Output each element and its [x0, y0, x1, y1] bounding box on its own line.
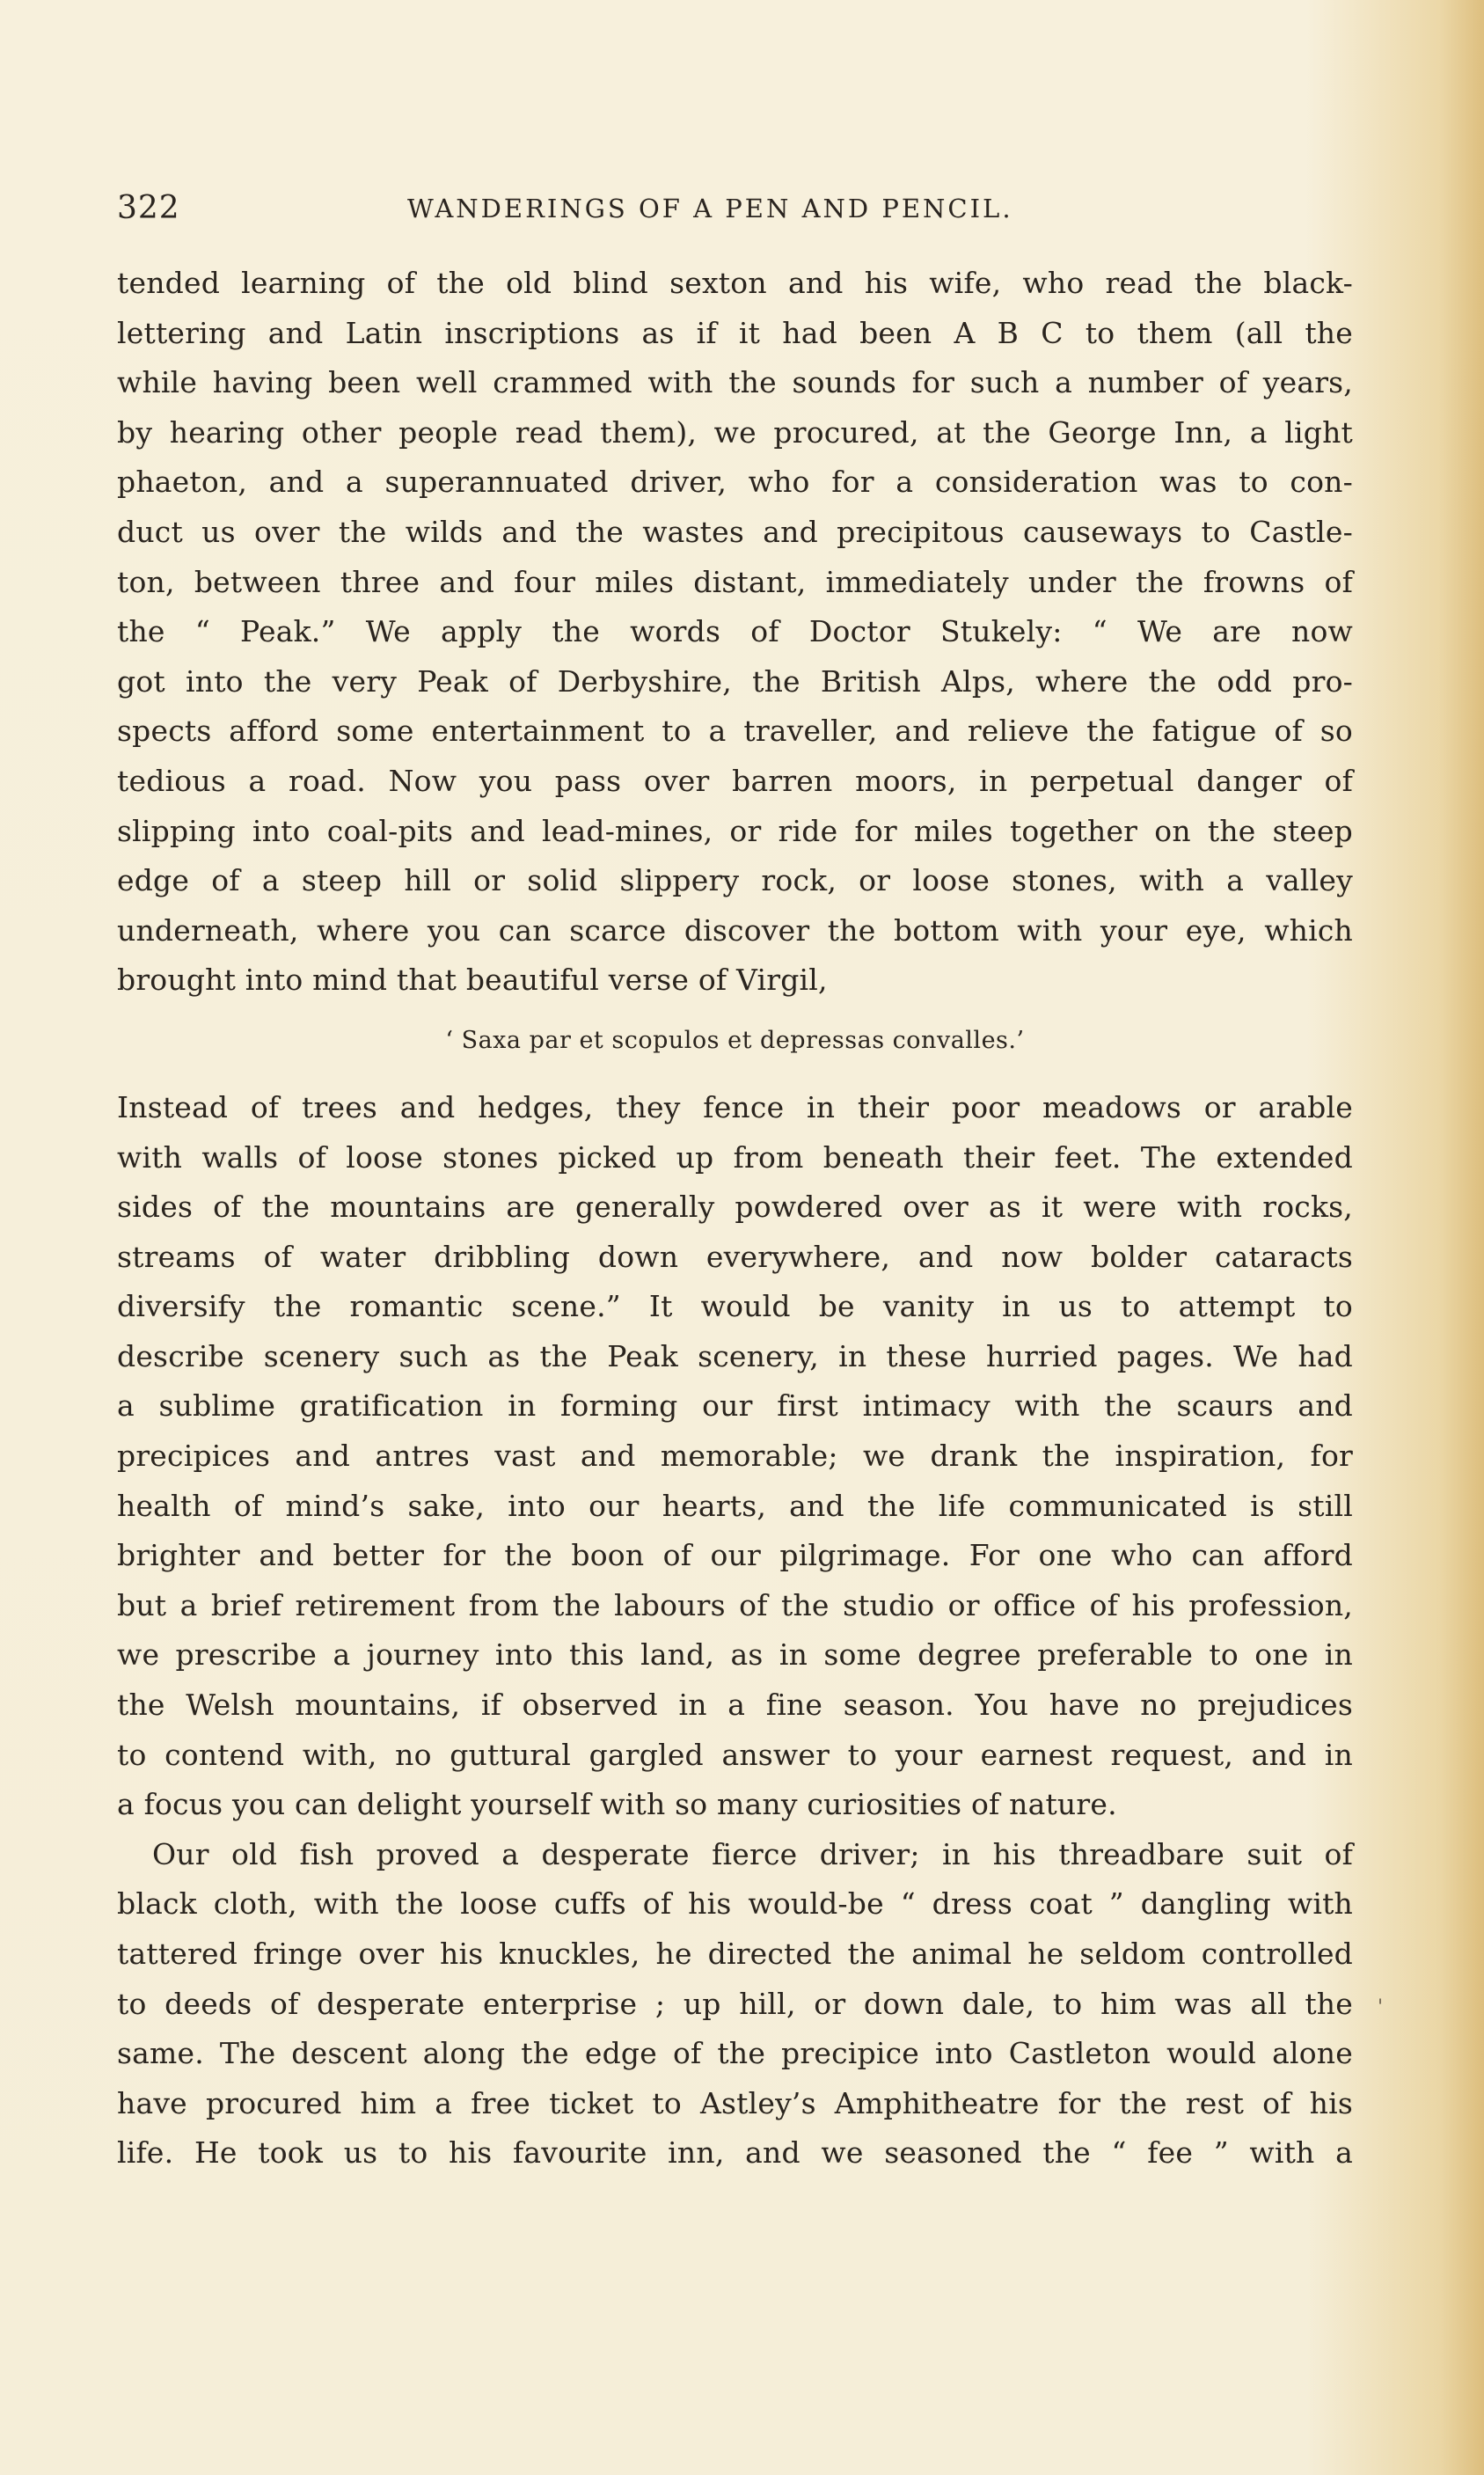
text-line: a focus you can delight yourself with so many curiosities of nature.	[117, 1787, 1117, 1822]
text-line: the “ Peak.” We apply the words of Doctor Stukely: “ We are now	[117, 614, 1353, 649]
text-line: phaeton, and a superannuated driver, who for a consideration was to con-	[117, 465, 1353, 500]
text-line: with walls of loose stones picked up from beneath their feet. The extended	[117, 1139, 1353, 1175]
text-line: Instead of trees and hedges, they fence in their poor meadows or arable	[117, 1089, 1353, 1124]
margin-mark: '	[1378, 1996, 1384, 2018]
text-line: got into the very Peak of Derbyshire, the British Alps, where the odd pro-	[117, 663, 1353, 699]
text-line: but a brief retirement from the labours of the studio or office of his profession,	[117, 1587, 1353, 1622]
text-line: spects afford some entertainment to a traveller, and relieve the fatigue of so	[117, 714, 1353, 749]
paragraph-1	[117, 259, 1353, 1006]
paragraph-2	[117, 1083, 1353, 1830]
text-line: we prescribe a journey into this land, as in some degree preferable to one in	[117, 1637, 1353, 1673]
text-line: underneath, where you can scarce discover the bottom with your eye, which	[117, 912, 1353, 948]
text-line: to deeds of desperate enterprise ; up hill, or down dale, to him was all the	[117, 1986, 1353, 2021]
text-line: brighter and better for the boon of our pilgrimage. For one who can afford	[117, 1538, 1353, 1573]
text-line: lettering and Latin inscriptions as if it had been A B C to them (all the	[117, 315, 1353, 350]
text-line: ton, between three and four miles distant, immediately under the frowns of	[117, 564, 1353, 599]
text-line: tedious a road. Now you pass over barren moors, in perpetual danger of	[117, 763, 1353, 798]
text-line: life. He took us to his favourite inn, and we seasoned the “ fee ” with a	[117, 2135, 1353, 2171]
text-line: diversify the romantic scene.” It would be vanity in us to attempt to	[117, 1289, 1353, 1324]
text-line: describe scenery such as the Peak scenery, in these hurried pages. We had	[117, 1338, 1353, 1373]
text-line: have procured him a free ticket to Astley’s Amphitheatre for the rest of his	[117, 2085, 1353, 2120]
text-line: duct us over the wilds and the wastes and precipitous causeways to Castle-	[117, 514, 1353, 549]
text-line: slipping into coal-pits and lead-mines, or ride for miles together on the steep	[117, 813, 1353, 848]
text-line: by hearing other people read them), we procured, at the George Inn, a light	[117, 414, 1353, 450]
text-line: while having been well crammed with the sounds for such a number of years,	[117, 365, 1353, 400]
text-line: Our old fish proved a desperate fierce driver; in his threadbare suit of	[152, 1836, 1353, 1871]
page-number: 322	[117, 190, 180, 226]
text-line: black cloth, with the loose cuffs of his would-be “ dress coat ” dangling with	[117, 1886, 1353, 1922]
text-line: a sublime gratification in forming our first intimacy with the scaurs and	[117, 1388, 1353, 1424]
text-line: tended learning of the old blind sexton and his wife, who read the black-	[117, 266, 1353, 300]
running-title: WANDERINGS OF A PEN AND PENCIL.	[407, 194, 1013, 223]
text-line: edge of a steep hill or solid slippery rock, or loose stones, with a valley	[117, 863, 1353, 898]
text-line: precipices and antres vast and memorable; we drank the inspiration, for	[117, 1439, 1353, 1474]
text-line: same. The descent along the edge of the precipice into Castleton would alone	[117, 2036, 1353, 2071]
text-line: health of mind’s sake, into our hearts, and the life communicated is still	[117, 1488, 1353, 1523]
paragraph-3	[117, 1830, 1353, 2178]
text-line: sides of the mountains are generally powdered over as it were with rocks,	[117, 1190, 1353, 1225]
latin-quote: ‘ Saxa par et scopulos et depressas convalles.’	[445, 1026, 1025, 1054]
text-line: streams of water dribbling down everywhere, and now bolder cataracts	[117, 1239, 1353, 1274]
text-line: the Welsh mountains, if observed in a fine season. You have no prejudices	[117, 1688, 1353, 1723]
text-line: brought into mind that beautiful verse of Virgil,	[117, 963, 828, 998]
text-line: tattered fringe over his knuckles, he directed the animal he seldom controlled	[117, 1937, 1353, 1971]
body-text	[117, 259, 1353, 2178]
text-line: to contend with, no guttural gargled answer to your earnest request, and in	[117, 1737, 1353, 1772]
page-header	[117, 183, 1353, 236]
